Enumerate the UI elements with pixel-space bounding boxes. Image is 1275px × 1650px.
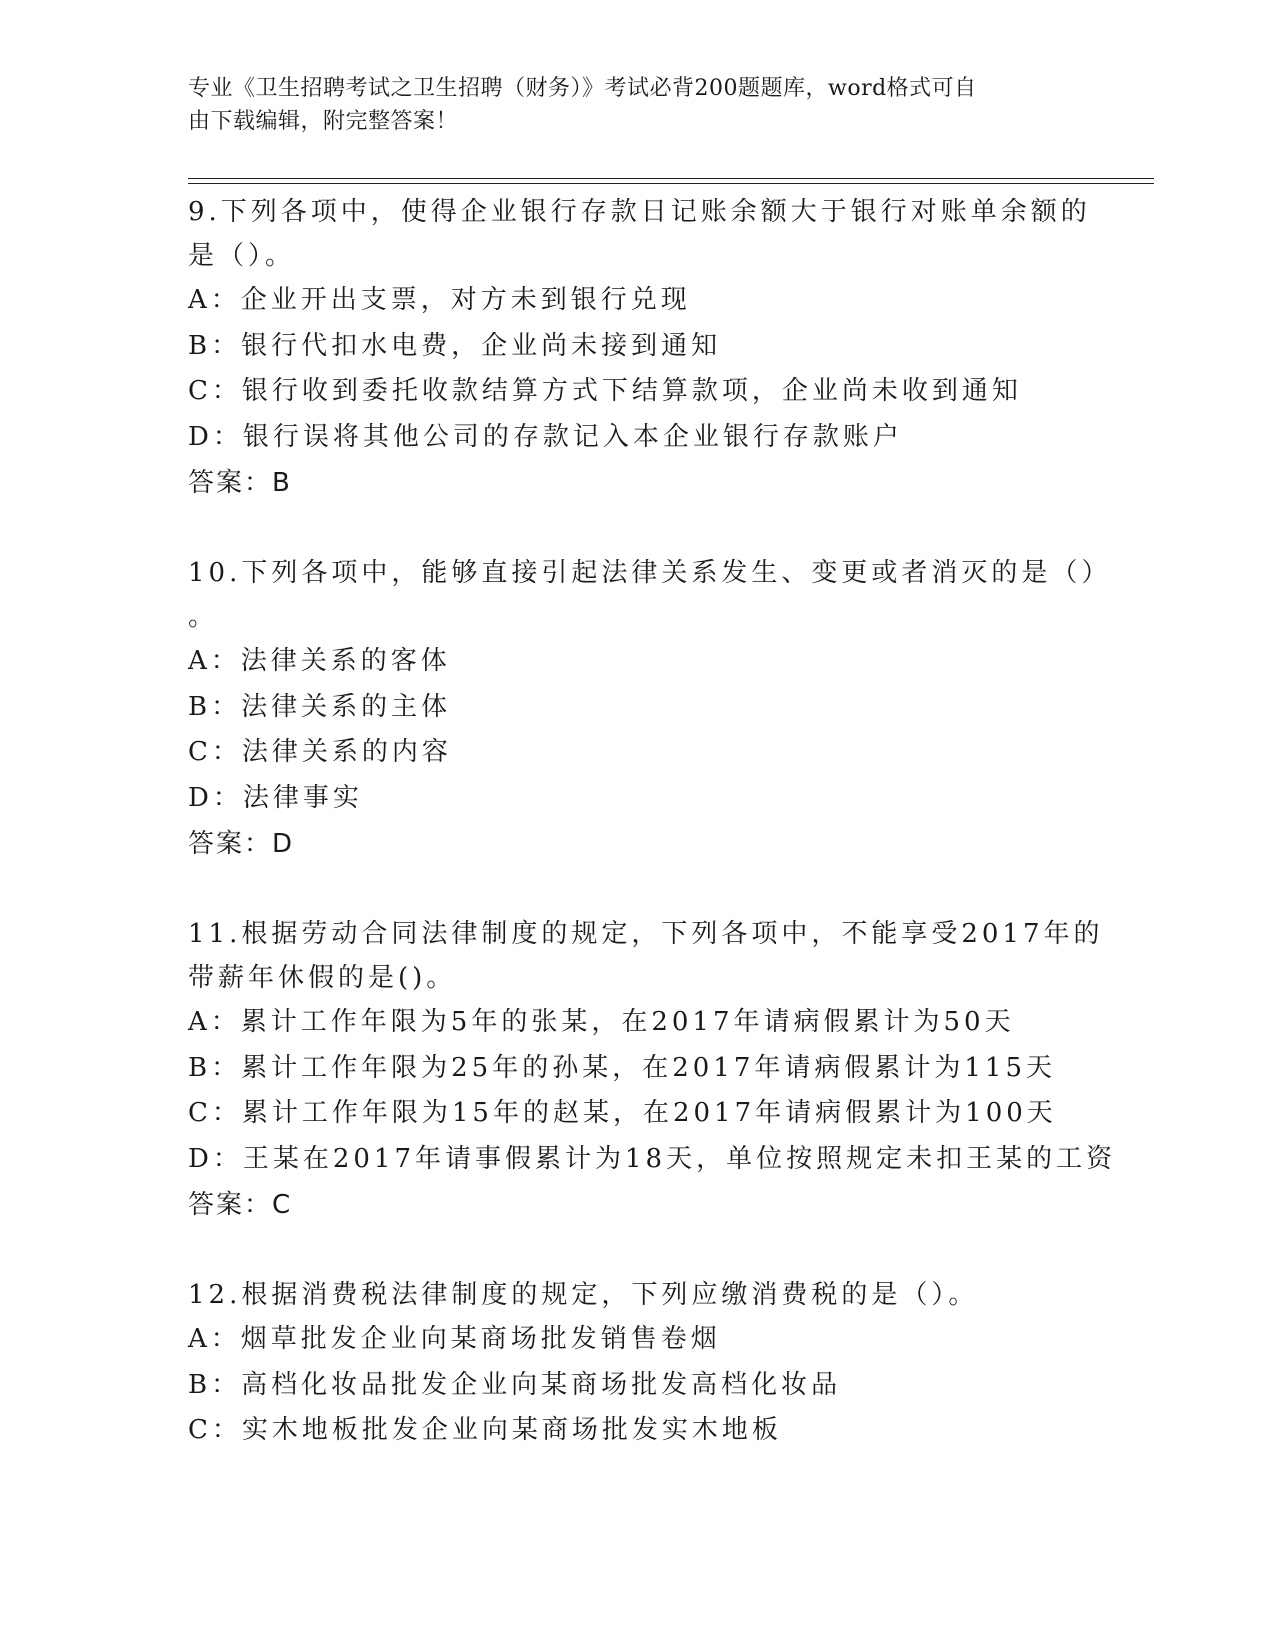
question-text: 是（）。	[188, 241, 296, 271]
option-c: C：累计工作年限为15年的赵某，在2017年请病假累计为100天	[188, 1098, 1057, 1128]
header-line-2: 由下载编辑，附完整答案！	[188, 109, 459, 134]
header-divider-top	[188, 178, 1154, 179]
option-c: C：银行收到委托收款结算方式下结算款项，企业尚未收到通知	[188, 376, 1022, 406]
option-d: D：法律事实	[188, 782, 363, 813]
question-text: 9.下列各项中，使得企业银行存款日记账余额大于银行对账单余额的	[188, 197, 1091, 227]
option-a: A：企业开出支票，对方未到银行兑现	[188, 285, 691, 315]
option-b: B：银行代扣水电费，企业尚未接到通知	[188, 330, 722, 361]
option-a: A：烟草批发企业向某商场批发销售卷烟	[188, 1324, 721, 1354]
option-a: A：累计工作年限为5年的张某，在2017年请病假累计为50天	[188, 1007, 1015, 1037]
option-b: B：高档化妆品批发企业向某商场批发高档化妆品	[188, 1369, 842, 1400]
option-c: C：法律关系的内容	[188, 737, 452, 767]
question-12	[188, 1273, 1088, 1454]
answer-label: 答案：C	[188, 1190, 293, 1220]
question-text: 10.下列各项中，能够直接引起法律关系发生、变更或者消灭的是（）	[188, 558, 1112, 588]
question-text: 12.根据消费税法律制度的规定，下列应缴消费税的是（）。	[188, 1280, 979, 1310]
answer-label: 答案：B	[188, 468, 292, 498]
document-header	[188, 72, 1068, 138]
header-divider-bottom	[188, 183, 1154, 184]
question-text: 。	[188, 602, 219, 632]
question-text: 带薪年休假的是()。	[188, 963, 457, 993]
question-11	[188, 912, 1117, 1228]
question-text: 11.根据劳动合同法律制度的规定，下列各项中，不能享受2017年的	[188, 919, 1104, 949]
header-line-1: 专业《卫生招聘考试之卫生招聘（财务）》考试必背200题题库，word格式可自	[188, 76, 977, 101]
answer-label: 答案：D	[188, 829, 295, 859]
question-9	[188, 190, 1091, 506]
option-b: B：累计工作年限为25年的孙某，在2017年请病假累计为115天	[188, 1052, 1056, 1083]
option-c: C：实木地板批发企业向某商场批发实木地板	[188, 1415, 782, 1445]
question-10	[188, 551, 1112, 867]
option-d: D：王某在2017年请事假累计为18天，单位按照规定未扣王某的工资	[188, 1143, 1117, 1174]
option-d: D：银行误将其他公司的存款记入本企业银行存款账户	[188, 421, 903, 452]
question-list	[188, 190, 1117, 1499]
option-b: B：法律关系的主体	[188, 691, 452, 722]
option-a: A：法律关系的客体	[188, 646, 451, 676]
